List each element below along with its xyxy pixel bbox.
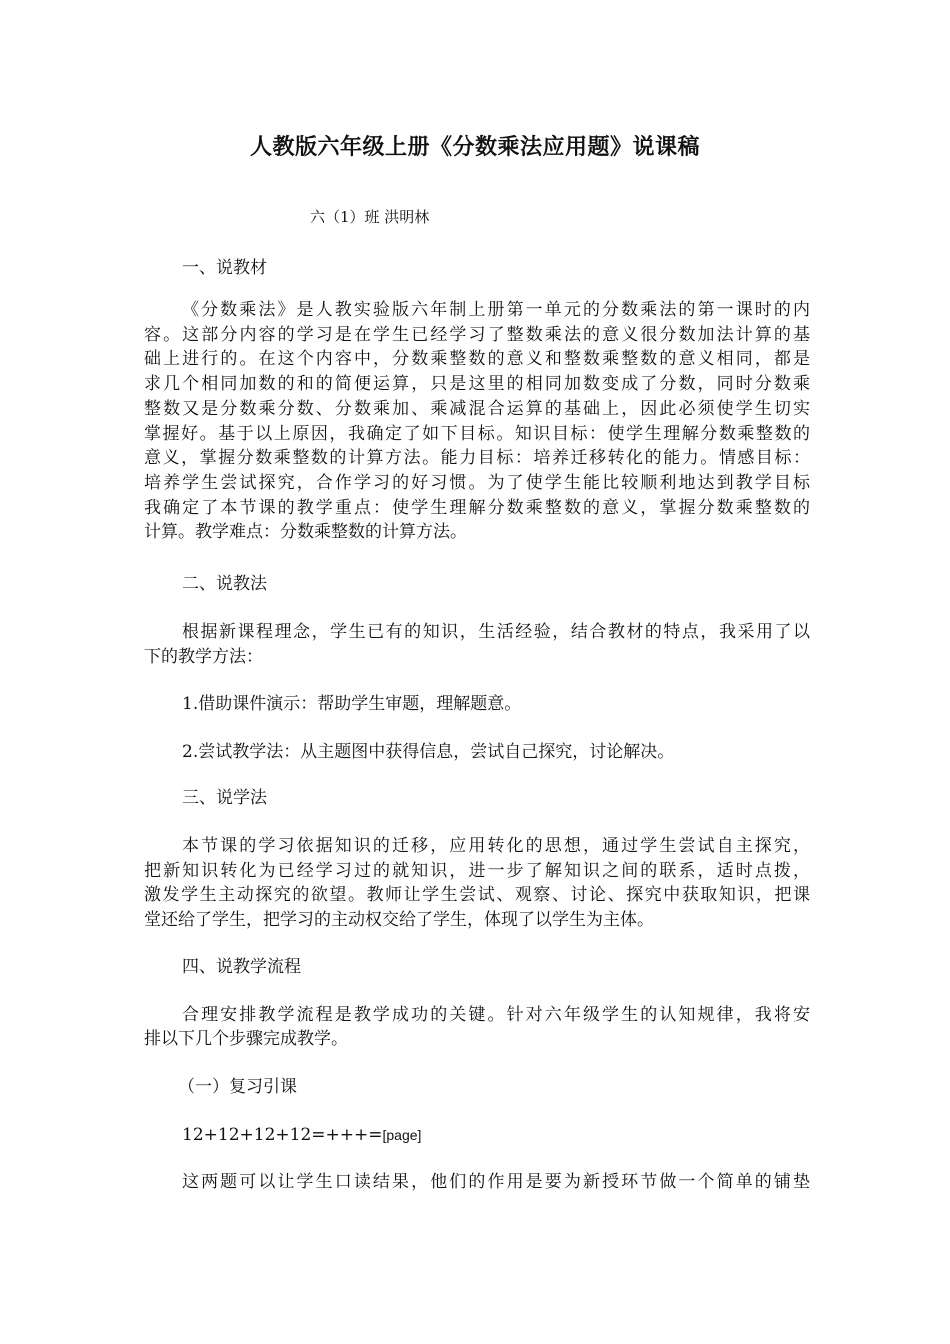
formula-line — [182, 1123, 810, 1147]
list-item: 2.尝试教学法：从主题图中获得信息，尝试自己探究，讨论解决。 — [182, 742, 675, 762]
paragraph-line: 下的教学方法： — [144, 647, 263, 667]
paragraph-line: 把新知识转化为已经学习过的就知识，进一步了解知识之间的联系，适时点拨， — [144, 861, 810, 881]
paragraph-line: 求几个相同加数的和的简便运算，只是这里的相同加数变成了分数，同时分数乘 — [144, 374, 810, 394]
paragraph-line: 合理安排教学流程是教学成功的关键。针对六年级学生的认知规律，我将安 — [182, 1005, 810, 1025]
paragraph-line: 排以下几个步骤完成教学。 — [144, 1029, 348, 1049]
author-line: 六（1）班 洪明林 — [310, 208, 430, 226]
paragraph-line: 本节课的学习依据知识的迁移，应用转化的思想，通过学生尝试自主探究， — [182, 836, 810, 856]
paragraph-line: 堂还给了学生，把学习的主动权交给了学生，体现了以学生为主体。 — [144, 910, 654, 930]
subsection-heading-review: （一）复习引课 — [178, 1077, 297, 1097]
section-heading-teaching-method: 二、说教法 — [182, 574, 267, 594]
paragraph-line: 激发学生主动探究的欲望。教师让学生尝试、观察、讨论、探究中获取知识，把课 — [144, 885, 810, 905]
paragraph-line: 《分数乘法》是人教实验版六年制上册第一单元的分数乘法的第一课时的内 — [182, 300, 810, 320]
paragraph-line: 培养学生尝试探究，合作学习的好习惯。为了使学生能比较顺利地达到教学目标 — [144, 473, 810, 493]
list-item: 1.借助课件演示：帮助学生审题，理解题意。 — [182, 694, 522, 714]
paragraph-line: 础上进行的。在这个内容中，分数乘整数的意义和整数乘整数的意义相同，都是 — [144, 349, 810, 369]
formula-text: 12+12+12+12=+++= — [182, 1125, 383, 1145]
section-heading-teaching-process: 四、说教学流程 — [182, 957, 301, 977]
paragraph-line: 计算。教学难点：分数乘整数的计算方法。 — [144, 522, 467, 542]
paragraph-line: 意义，掌握分数乘整数的计算方法。能力目标：培养迁移转化的能力。情感目标： — [144, 448, 810, 468]
paragraph-line: 容。这部分内容的学习是在学生已经学习了整数乘法的意义很分数加法计算的基 — [144, 325, 810, 345]
document-title: 人教版六年级上册《分数乘法应用题》说课稿 — [249, 134, 700, 160]
page-marker: [page] — [382, 1127, 422, 1143]
section-heading-learning-method: 三、说学法 — [182, 788, 267, 808]
paragraph-line: 掌握好。基于以上原因，我确定了如下目标。知识目标：使学生理解分数乘整数的 — [144, 424, 810, 444]
paragraph-line: 我确定了本节课的教学重点：使学生理解分数乘整数的意义，掌握分数乘整数的 — [144, 498, 810, 518]
paragraph-line: 整数又是分数乘分数、分数乘加、乘减混合运算的基础上，因此必须使学生切实 — [144, 399, 810, 419]
paragraph-line: 根据新课程理念，学生已有的知识，生活经验，结合教材的特点，我采用了以 — [182, 622, 810, 642]
section-heading-teaching-material: 一、说教材 — [182, 258, 267, 278]
paragraph-line: 这两题可以让学生口读结果，他们的作用是要为新授环节做一个简单的铺垫 — [182, 1172, 810, 1192]
